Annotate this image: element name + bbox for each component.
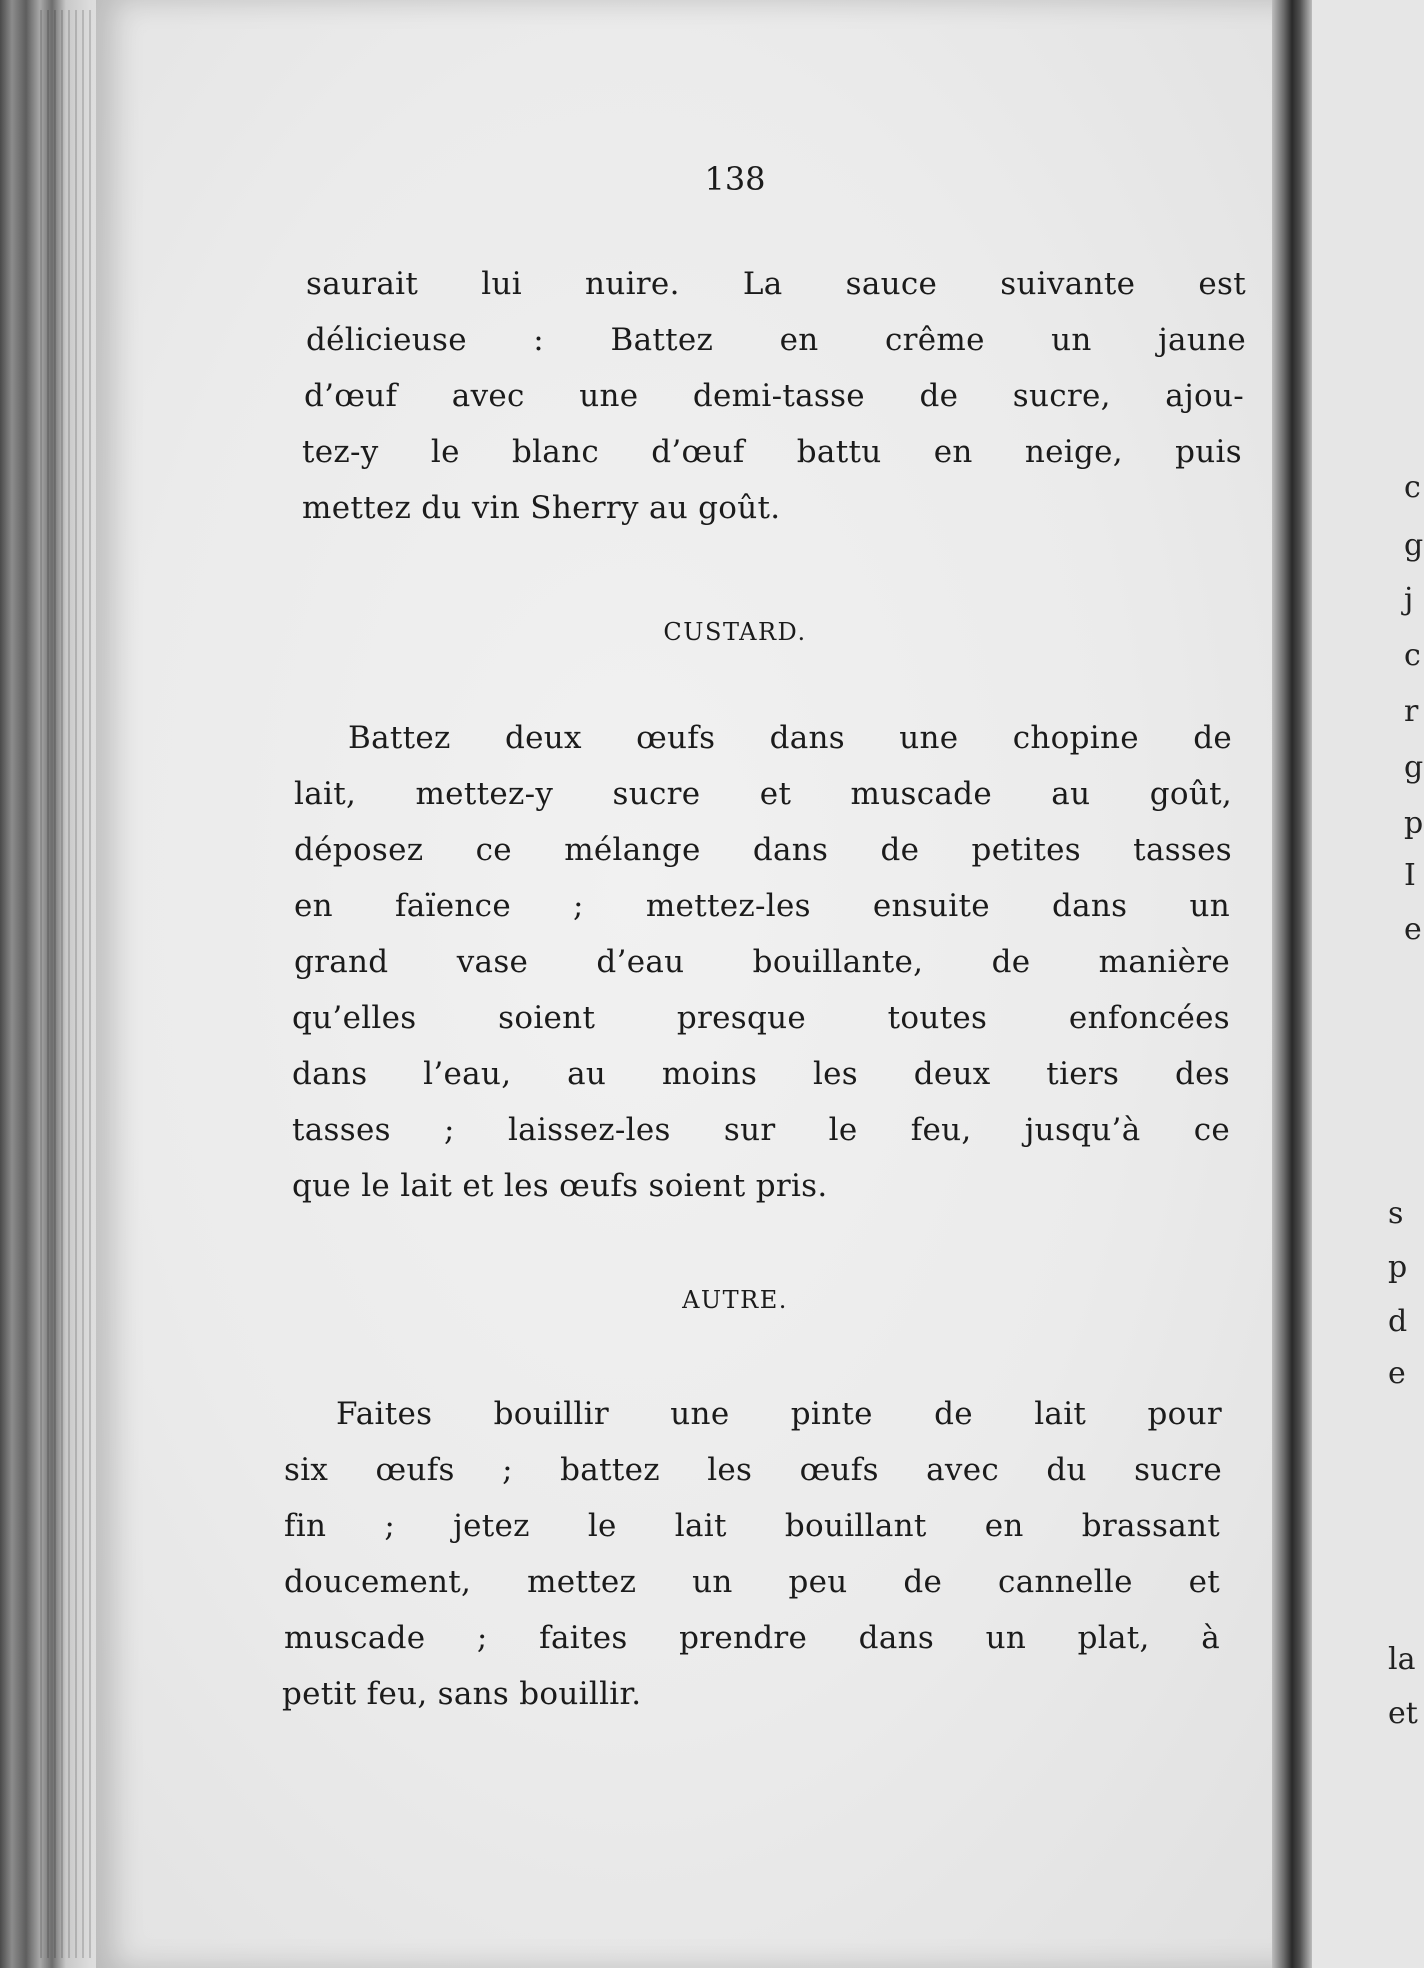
facing-fragment: c [1404,638,1421,673]
text-line: en faïence ; mettez-les ensuite dans un [294,888,1230,924]
text-line: tasses ; laissez-les sur le feu, jusqu’à ce [292,1112,1230,1148]
text-line: qu’elles soient presque toutes enfoncées [292,1000,1230,1036]
facing-fragment: g [1404,750,1424,785]
text-line: dans l’eau, au moins les deux tiers des [292,1056,1230,1092]
facing-fragment: c [1404,470,1421,505]
text-line: saurait lui nuire. La sauce suivante est [306,266,1246,302]
facing-page [1312,0,1424,1968]
text-line: Faites bouillir une pinte de lait pour [336,1396,1222,1432]
facing-fragment: j [1404,582,1414,617]
facing-fragment: et [1388,1696,1418,1731]
text-line: grand vase d’eau bouillante, de manière [294,944,1230,980]
facing-fragment: p [1388,1250,1408,1285]
facing-fragment: I [1404,858,1416,893]
text-line: muscade ; faites prendre dans un plat, à [284,1620,1220,1656]
facing-fragment: e [1404,912,1422,947]
section-heading-custard: CUSTARD. [663,618,807,646]
facing-fragment: la [1388,1642,1416,1677]
text-line: mettez du vin Sherry au goût. [302,490,781,526]
facing-fragment: r [1404,694,1419,729]
text-line: tez-y le blanc d’œuf battu en neige, puis [302,434,1242,470]
text-line: déposez ce mélange dans de petites tasses [294,832,1232,868]
book-page [96,0,1286,1968]
facing-fragment: g [1404,528,1424,563]
text-line: fin ; jetez le lait bouillant en brassant [284,1508,1220,1544]
text-line: d’œuf avec une demi-tasse de sucre, ajou- [304,378,1244,414]
book-gutter [1272,0,1312,1968]
text-line: lait, mettez-y sucre et muscade au goût, [294,776,1232,812]
text-line: Battez deux œufs dans une chopine de [348,720,1232,756]
facing-fragment: d [1388,1304,1408,1339]
page-number: 138 [704,160,766,198]
text-line: délicieuse : Battez en crême un jaune [306,322,1246,358]
facing-fragment: e [1388,1356,1406,1391]
text-line: que le lait et les œufs soient pris. [292,1168,828,1204]
section-heading-autre: AUTRE. [682,1286,788,1314]
text-line: petit feu, sans bouillir. [282,1676,642,1712]
text-line: doucement, mettez un peu de cannelle et [284,1564,1220,1600]
facing-fragment: p [1404,806,1424,841]
text-line: six œufs ; battez les œufs avec du sucre [284,1452,1222,1488]
facing-fragment: s [1388,1196,1404,1231]
